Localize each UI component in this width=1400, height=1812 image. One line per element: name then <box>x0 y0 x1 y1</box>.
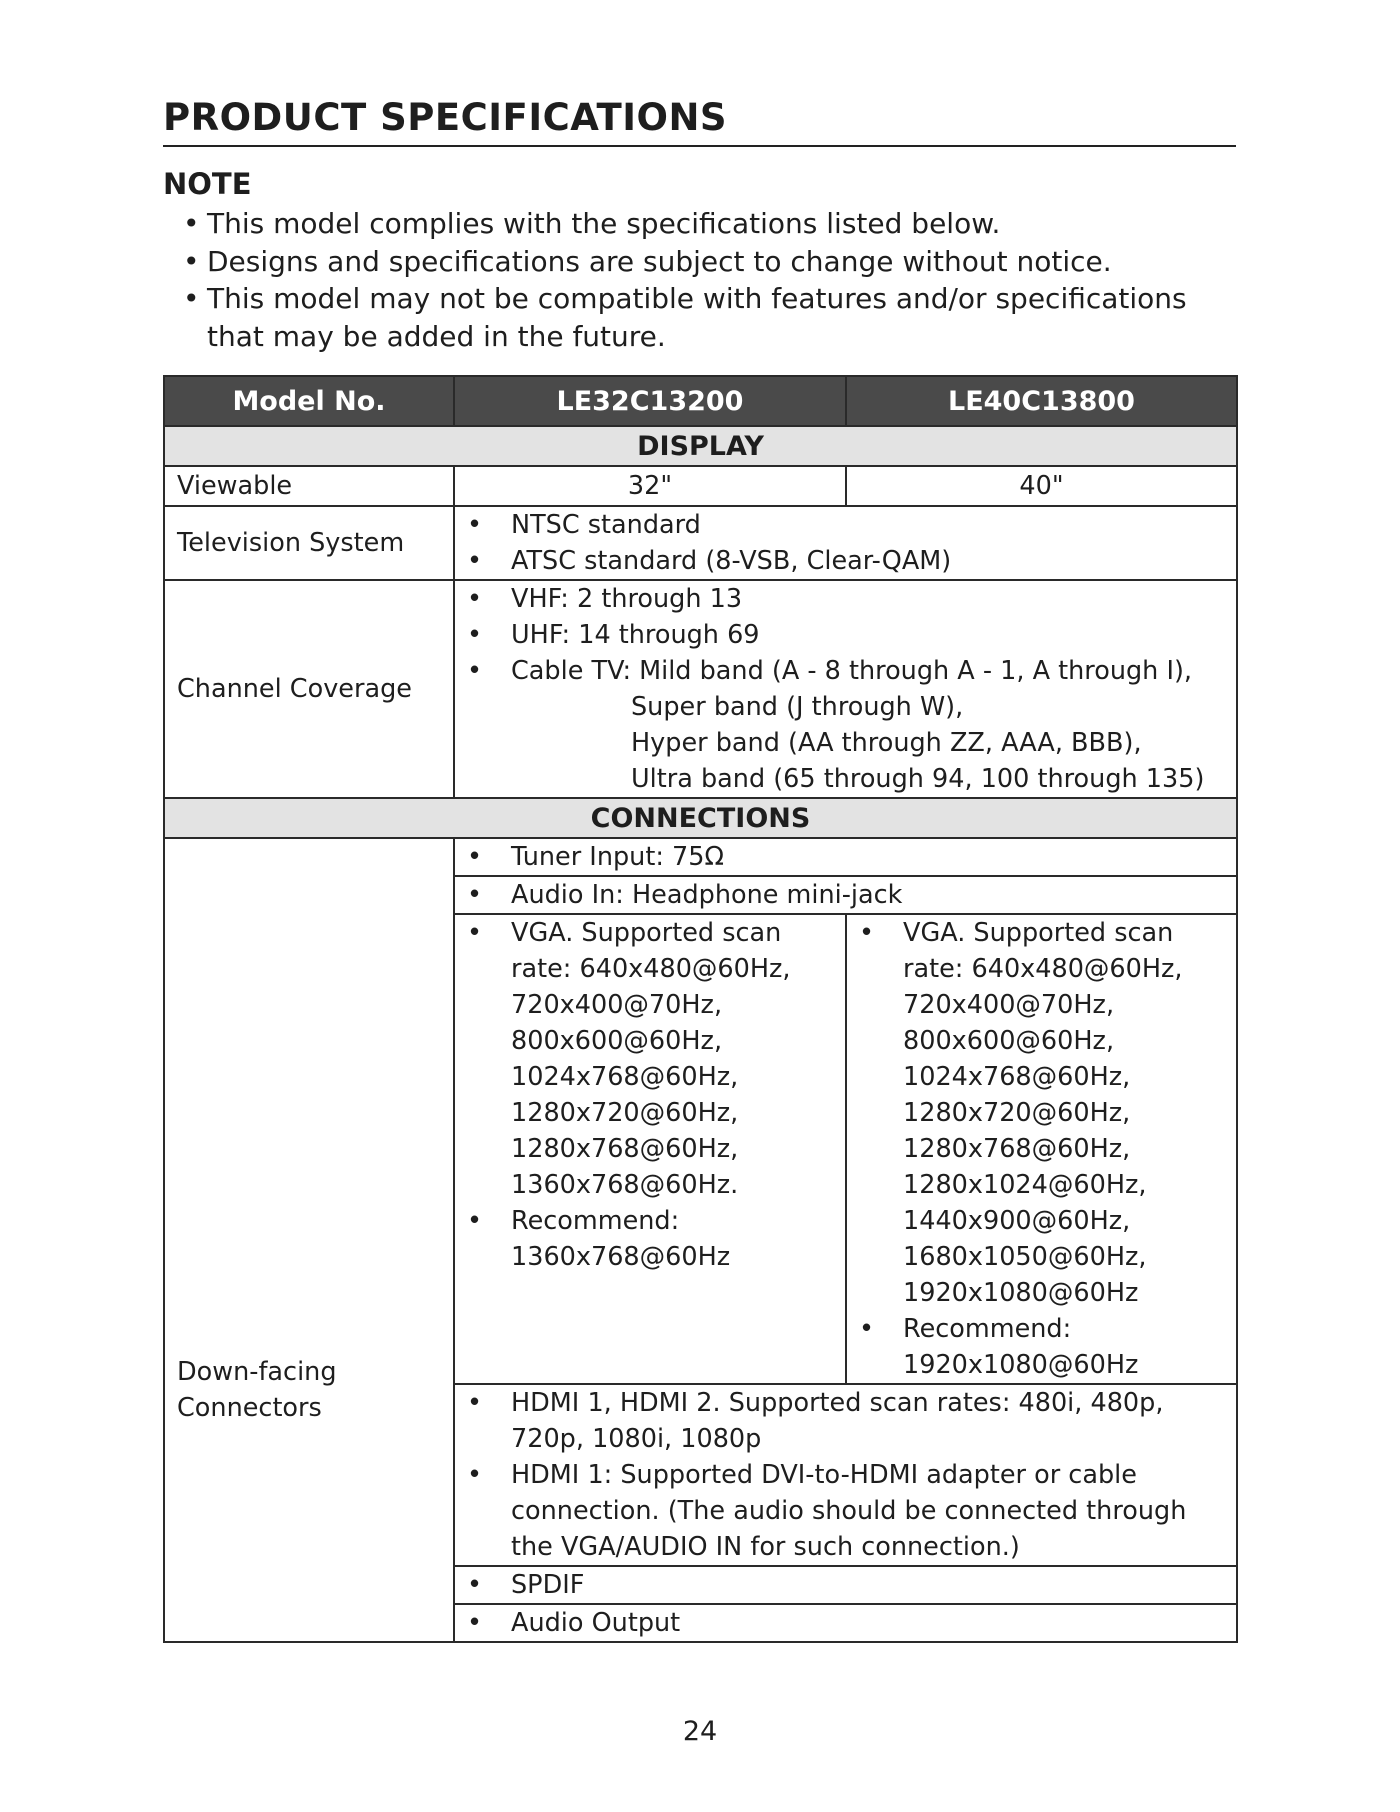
vga-list-model-1 <box>467 915 833 1275</box>
page-number: 24 <box>682 1716 718 1747</box>
section-display: DISPLAY <box>164 426 1237 466</box>
header-model-1: LE32C13200 <box>454 376 846 426</box>
vga-recommend: • Recommend: 1360x768@60Hz <box>467 1203 833 1275</box>
list-item: • ATSC standard (8-VSB, Clear-QAM) <box>467 543 1224 579</box>
list-item: • VHF: 2 through 13 <box>467 581 1224 617</box>
label-down-facing-connectors: Down-facing Connectors <box>164 838 454 1642</box>
audio-in: • Audio In: Headphone mini-jack <box>467 877 1224 913</box>
label-tv-system: Television System <box>164 506 454 580</box>
header-model-no: Model No. <box>164 376 454 426</box>
cable-hyper-band: Hyper band (AA through ZZ, AAA, BBB), <box>631 728 1142 758</box>
spec-table <box>163 375 1238 1643</box>
audio-output: • Audio Output <box>467 1605 1224 1641</box>
vga-scan-rates: • VGA. Supported scan rate: 640x480@60Hz, 720x400@70Hz, 800x600@60Hz, 1024x768@60Hz, 1280x720@60Hz, 1280x768@60Hz, 1280x1024@60Hz, 1440x900@60Hz, 1680x1050@60Hz, 1920x1080@60Hz <box>859 915 1224 1311</box>
list-item: • HDMI 1: Supported DVI-to-HDMI adapter or cable connection. (The audio should be connected through the VGA/AUDIO IN for such connection.) <box>467 1457 1224 1565</box>
tuner-input: • Tuner Input: 75Ω <box>467 839 1224 875</box>
header-model-2: LE40C13800 <box>846 376 1237 426</box>
note-item: • This model may not be compatible with features and/or specifications that may be added in the future. <box>183 280 1236 355</box>
note-list <box>163 205 1236 355</box>
cable-ultra-band: Ultra band (65 through 94, 100 through 135) <box>631 764 1205 794</box>
note-item: • This model complies with the specifications listed below. <box>183 205 1236 243</box>
row-tv-system <box>164 506 1237 580</box>
note-heading: NOTE <box>163 167 252 201</box>
note-item: • Designs and specifications are subject to change without notice. <box>183 243 1236 281</box>
label-channel-coverage: Channel Coverage <box>164 580 454 798</box>
tv-system-list <box>467 507 1224 579</box>
label-viewable: Viewable <box>164 466 454 506</box>
table-header-row <box>164 376 1237 426</box>
channel-list <box>467 581 1224 797</box>
vga-recommend: • Recommend: 1920x1080@60Hz <box>859 1311 1224 1383</box>
vga-scan-rates: • VGA. Supported scan rate: 640x480@60Hz, 720x400@70Hz, 800x600@60Hz, 1024x768@60Hz, 1280x720@60Hz, 1280x768@60Hz, 1360x768@60Hz. <box>467 915 833 1203</box>
cable-tv-text: Cable TV: Mild band (A - 8 through A - 1, A through I), <box>511 656 1193 686</box>
page-title: PRODUCT SPECIFICATIONS <box>163 96 1236 147</box>
row-viewable <box>164 466 1237 506</box>
page <box>163 96 1236 1638</box>
spdif: • SPDIF <box>467 1567 1224 1603</box>
list-item: • NTSC standard <box>467 507 1224 543</box>
list-item: • UHF: 14 through 69 <box>467 617 1224 653</box>
row-tuner <box>164 838 1237 876</box>
list-item <box>467 653 1224 797</box>
row-channel-coverage <box>164 580 1237 798</box>
vga-list-model-2 <box>859 915 1224 1383</box>
viewable-value-2: 40" <box>846 466 1237 506</box>
viewable-value-1: 32" <box>454 466 846 506</box>
section-connections: CONNECTIONS <box>164 798 1237 838</box>
cable-super-band: Super band (J through W), <box>631 692 964 722</box>
hdmi-list <box>467 1385 1224 1565</box>
list-item: • HDMI 1, HDMI 2. Supported scan rates: 480i, 480p, 720p, 1080i, 1080p <box>467 1385 1224 1457</box>
